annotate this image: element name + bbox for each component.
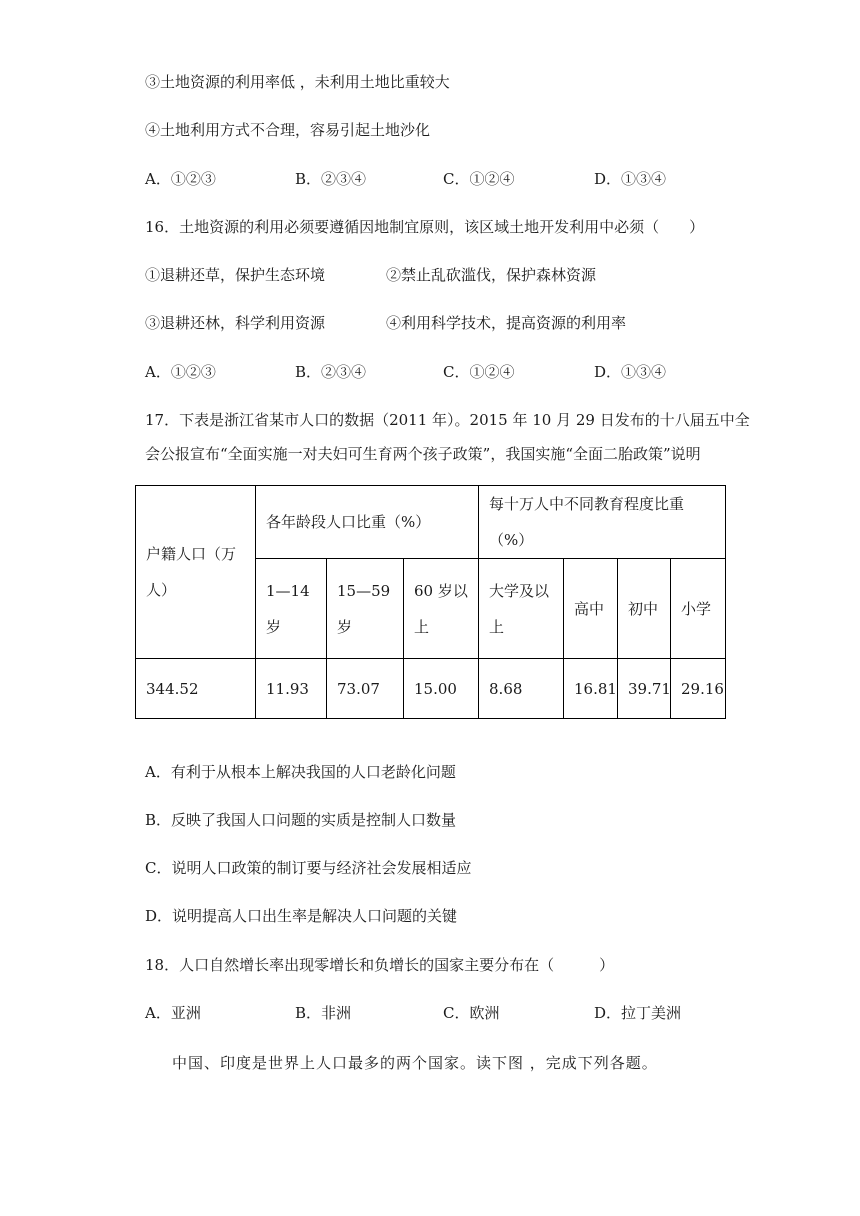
- header-education-ratio: 每十万人中不同教育程度比重（%）: [479, 486, 726, 559]
- q17-option-c[interactable]: C．说明人口政策的制订要与经济社会发展相适应: [145, 859, 472, 877]
- q17-option-a[interactable]: A．有利于从根本上解决我国的人口老龄化问题: [145, 763, 456, 781]
- q18-option-a[interactable]: A．亚洲: [145, 1004, 201, 1022]
- q17-option-d[interactable]: D．说明提高人口出生率是解决人口问题的关键: [145, 907, 458, 925]
- q15-option-a[interactable]: A．①②③: [145, 170, 216, 188]
- table-row: [136, 659, 726, 719]
- q18-option-d[interactable]: D．拉丁美洲: [594, 1004, 682, 1022]
- table-cell: 344.52: [136, 659, 256, 719]
- header-edu-high-school: 高中: [564, 559, 618, 659]
- header-age-ratio: 各年龄段人口比重（%）: [256, 486, 479, 559]
- q16-item-4: ④利用科学技术，提高资源的利用率: [386, 314, 627, 332]
- header-edu-university: 大学及以 上: [479, 559, 564, 659]
- population-table: [135, 485, 726, 719]
- q17-stem-line-2: 会公报宣布“全面实施一对夫妇可生育两个孩子政策”，我国实施“全面二胎政策”说明: [145, 445, 701, 463]
- q16-option-a[interactable]: A．①②③: [145, 363, 216, 381]
- q15-option-b[interactable]: B．②③④: [295, 170, 367, 188]
- table-cell: 15.00: [404, 659, 479, 719]
- table-cell: 16.81: [564, 659, 618, 719]
- q16-item-2: ②禁止乱砍滥伐，保护森林资源: [386, 266, 597, 284]
- q16-stem: 16．土地资源的利用必须要遵循因地制宜原则，该区域土地开发利用中必须（ ）: [145, 218, 705, 236]
- header-edu-primary: 小学: [671, 559, 726, 659]
- q15-item-3: ③土地资源的利用率低 ，未利用土地比重较大: [145, 73, 450, 91]
- q16-item-3: ③退耕还林，科学利用资源: [145, 314, 326, 332]
- q16-item-1: ①退耕还草，保护生态环境: [145, 266, 326, 284]
- q17-stem-line-1: 17．下表是浙江省某市人口的数据（2011 年）。2015 年 10 月 29 日发布的十八届五中全: [145, 411, 750, 429]
- next-section-intro: 中国、印度是世界上人口最多的两个国家。读下图 ，完成下列各题。: [172, 1054, 658, 1072]
- q16-option-c[interactable]: C．①②④: [443, 363, 515, 381]
- q15-option-d[interactable]: D．①③④: [594, 170, 667, 188]
- q18-option-b[interactable]: B．非洲: [295, 1004, 352, 1022]
- q18-stem: 18．人口自然增长率出现零增长和负增长的国家主要分布在（ ）: [145, 956, 615, 974]
- q18-option-c[interactable]: C．欧洲: [443, 1004, 500, 1022]
- table-cell: 11.93: [256, 659, 327, 719]
- table-cell: 8.68: [479, 659, 564, 719]
- header-edu-middle-school: 初中: [618, 559, 671, 659]
- header-age-60-plus: 60 岁以 上: [404, 559, 479, 659]
- q16-option-b[interactable]: B．②③④: [295, 363, 367, 381]
- table-cell: 73.07: [327, 659, 404, 719]
- table-cell: 39.71: [618, 659, 671, 719]
- q17-option-b[interactable]: B．反映了我国人口问题的实质是控制人口数量: [145, 811, 457, 829]
- header-age-1-14: 1—14 岁: [256, 559, 327, 659]
- table-cell: 29.16: [671, 659, 726, 719]
- q16-option-d[interactable]: D．①③④: [594, 363, 667, 381]
- q15-item-4: ④土地利用方式不合理，容易引起土地沙化: [145, 121, 431, 139]
- header-registered-population: 户籍人口（万 人）: [136, 486, 256, 659]
- q15-option-c[interactable]: C．①②④: [443, 170, 515, 188]
- header-age-15-59: 15—59 岁: [327, 559, 404, 659]
